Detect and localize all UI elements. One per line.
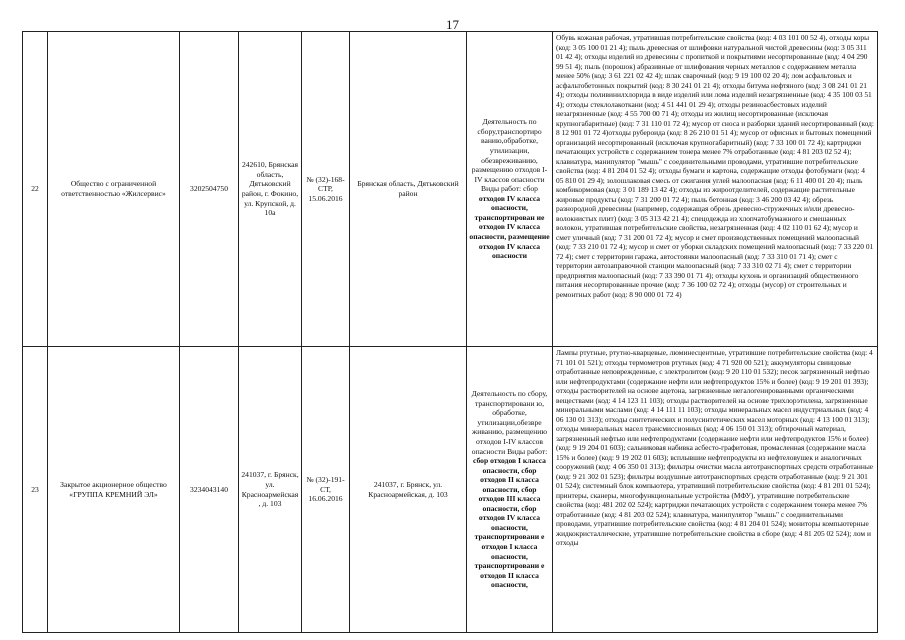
waste-list-cell: Лампы ртутные, ртутно-кварцевые, люминесцентные, утратившие потребительские свойства (код: 4 71 101 01 521); отходы термометров ртутных (код: 4 71 920 00 521); аккумуляторы свинцовые отработанные неповрежденные, с электролитом (код: 9 20 110 01 532); песок загрязненный нефтью или нефтепродуктами (содержание нефти или нефтепродуктов 15% и более) (код: 9 19 201 01 393); отходы растворителей на основе ацетона, загрязненные негалогенированными органическими веществами (код: 4 14 123 11 103); отходы растворителей на основе трихлорэтилена, загрязненные минеральными маслами (код: 4 14 111 11 103); отходы минеральных масел индустриальных (код: 4 06 130 01 313); отходы синтетических и полусинтетических масел моторных (код: 4 13 100 01 313); отходы минеральных масел трансмиссионных (код: 4 06 150 01 313); обтирочный материал, загрязненный нефтью или нефтепродуктами (содержание нефти или нефтепродуктов 15% и более) (код: 9 19 204 01 603); сальниковая набивка асбесто-графитовая, промасленная (содержание масла 15% и более) (код: 9 19 202 01 603); всплывшие нефтепродукты из нефтеловушек и аналогичных сооружений (код: 4 06 350 01 313); фильтры очистки масла автотранспортных средств отработанные (код: 9 21 302 01 523); фильтры воздушные автотранспортных средств отработанные (код: 9 21 301 01 524); системный блок компьютера, утративший потребительские свойства (код: 4 81 201 01 524); принтеры, сканеры, многофункциональные устройства (МФУ), утратившие потребительские свойства (код: 481 202 02 524); картриджи печатающих устройств с содержанием тонера менее 7% отработанные (код: 4 81 203 02 524); клавиатура, манипулятор "мышь" с соединительными проводами, утратившие потребительские свойства (код: 4 81 204 01 524); мониторы компьютерные жидкокристаллические, утратившие потребительские свойства в сборе (код: 4 81 205 02 524); лом и отходы: [553, 347, 878, 633]
inn-cell: 3202504750: [180, 32, 239, 347]
row-number: 23: [23, 347, 48, 633]
work-types: отходов IV класса опасности, транспортирован ие отходов IV класса опасности, размещение отходов IV класса опасности: [469, 193, 550, 261]
activity-description: Деятельность по сбору,транспортиро ванию,обработке, утилизации, обезвреживанию, размещению отходов I-IV классов опасности Виды работ: сбор: [471, 117, 548, 194]
activity-type-cell: [467, 347, 553, 633]
inn-cell: 3234043140: [180, 347, 239, 633]
license-cell: № (32)-168-СТР, 15.06.2016: [302, 32, 350, 347]
license-registry-table: [22, 31, 878, 633]
table-row: [23, 347, 878, 633]
activity-type-cell: [467, 32, 553, 347]
organization-name: Общество с ограниченной ответственностью «Жилсервис»: [48, 32, 180, 347]
organization-name: Закрытое акционерное общество «ГРУППА КРЕМНИЙ ЭЛ»: [48, 347, 180, 633]
license-cell: № (32)-191-СТ, 16.06.2016: [302, 347, 350, 633]
activity-place-cell: 241037, г. Брянск, ул. Красноармейская, д. 103: [350, 347, 467, 633]
address-cell: 241037, г. Брянск, ул. Красноармейская , д. 103: [239, 347, 302, 633]
row-number: 22: [23, 32, 48, 347]
table-row: [23, 32, 878, 347]
activity-place-cell: Брянская область, Дятьковский район: [350, 32, 467, 347]
page-number: 17: [446, 17, 459, 32]
waste-list-cell: Обувь кожаная рабочая, утратившая потребительские свойства (код: 4 03 101 00 52 4), отходы коры (код: 3 05 100 01 21 4); пыль древесная от шлифовки натуральной чистой древесины (код: 3 05 311 01 42 4); отходы изделий из древесины с пропиткой и покрытиями несортированные (код: 4 04 290 99 51 4); пыль (порошок) абразивные от шлифования черных металлов с содержанием металла менее 50% (код: 3 61 221 02 42 4); шлак сварочный (код: 9 19 100 02 20 4); лом асфальтовых и асфальтобетонных покрытий (код: 8 30 241 01 21 4); отходы битума нефтяного (код: 3 08 241 01 21 4); отходы поливинилхлорида в виде изделий или лома изделий незагрязненные (код: 4 35 100 03 51 4); отходы стеклолакоткани (код: 4 51 441 01 29 4); отходы резиноасбестовых изделий незагрязненные (код: 4 55 700 00 71 4); отходы из жилищ несортированные (исключая крупногабаритные) (код: 7 31 110 01 72 4); мусор от сноса и разборки зданий несортированный (код: 8 12 901 01 72 4)отходы рубероида (код: 8 26 210 01 51 4); мусор от офисных и бытовых помещений организаций несортированный (исключая крупногабаритный) (код: 7 33 100 01 72 4); картриджи печатающих устройств с содержанием тонера менее 7% отработанные (код: 4 81 203 02 52 4); клавиатура, манипулятор "мышь" с соединительными проводами, утратившие потребительские свойства (код: 4 81 204 01 52 4); отходы бумаги и картона, содержащие отходы фотобумаги (код: 4 05 810 01 29 4); золошлаковая смесь от сжигания углей малоопасная (код: 6 11 400 01 20 4); пыль комбикормовая (код: 3 01 189 13 42 4); отходы из жироотделителей, содержащие растительные жировые продукты (код: 7 31 200 01 72 4); пыль бетонная (код: 3 46 200 03 42 4); обрезь разнородной древесины (например, содержащая обрезь древесно-стружечных и/или древесно-волокнистых плит) (код: 3 05 313 42 21 4); спецодежда из хлопчатобумажного и смешанных волокон, утратившая потребительские свойства, незагрязненная (код: 4 02 110 01 62 4); мусор и смет уличный (код: 7 31 200 01 72 4); мусор и смет производственных помещений малоопасный (код: 7 33 210 01 72 4); мусор и смет от уборки складских помещений малоопасный (код: 7 33 220 01 72 4); смет с территории гаража, автостоянки малоопасный (код: 7 33 310 01 71 4); смет с территории автозаправочной станции малоопасный (код: 7 33 310 02 71 4); смет с территории предприятия малоопасный (код: 7 33 390 01 71 4); отходы кухонь и организаций общественного питания несортированные прочие (код: 7 36 100 02 72 4); отходы (мусор) от строительных и ремонтных работ (код: 8 90 000 01 72 4): [553, 32, 878, 347]
activity-description: Деятельность по сбору, транспортировани ю, обработке, утилизации,обезвре живанию, размещению отходов I-IV классов опасности Виды работ:: [471, 389, 548, 456]
work-types: сбор отходов I класса опасности, сбор отходов II класса опасности, сбор отходов III класса опасности, сбор отходов IV класса опасности, транспортировани е отходов I класса опасности, транспортировани е отходов II класса опасности,: [473, 456, 546, 590]
address-cell: 242610, Брянская область, Дятьковский район, г. Фокино, ул. Крупской, д. 10а: [239, 32, 302, 347]
